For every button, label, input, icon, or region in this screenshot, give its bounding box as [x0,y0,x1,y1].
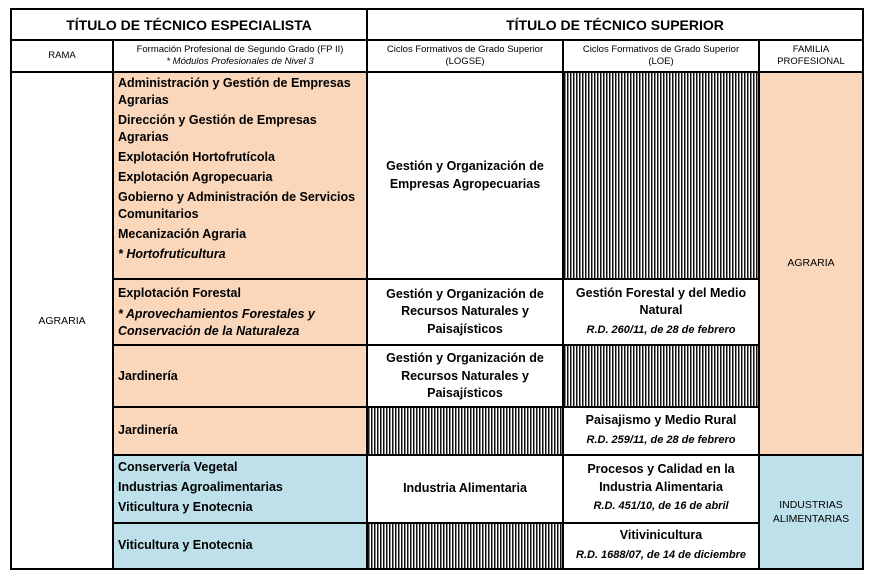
header-tecnico-superior: TÍTULO DE TÉCNICO SUPERIOR [367,9,863,40]
header-tecnico-especialista: TÍTULO DE TÉCNICO ESPECIALISTA [11,9,367,40]
logse-empty-hatched-row4 [367,407,563,454]
loe-decree: R.D. 1688/07, de 14 de diciembre [576,548,746,561]
fp2-module-item: * Aprovechamientos Forestales y Conservación de la Naturaleza [118,306,315,338]
subheader-logse-title: Ciclos Formativos de Grado Superior [386,44,544,56]
fp2-item: Viticultura y Enotecnia [118,499,253,514]
subheader-loe-title: Ciclos Formativos de Grado Superior [582,44,740,56]
subheader-loe [563,40,759,72]
loe-decree: R.D. 259/11, de 28 de febrero [586,433,736,446]
fp2-cell-row4 [113,407,367,454]
subheader-loe-law: (LOE) [648,56,674,68]
fp2-item: Explotación Agropecuaria [118,170,273,185]
fp2-cell-row3 [113,345,367,407]
fp2-item: Administración y Gestión de Empresas Agrarias [118,76,351,108]
subheader-fp2 [113,40,367,72]
logse-cell-row2: Gestión y Organización de Recursos Naturales y Paisajísticos [367,279,563,345]
fp2-item: Jardinería [118,368,178,383]
rama-agraria: AGRARIA [11,72,113,569]
fp2-item: Industrias Agroalimentarias [118,479,283,494]
loe-cell-row4 [563,407,759,454]
familia-agraria: AGRARIA [759,72,863,454]
fp2-cell-row1 [113,72,367,279]
fp2-item: Gobierno y Administración de Servicios Comunitarios [118,190,356,222]
fp2-item: Explotación Forestal [118,285,241,300]
familia-industrias-alimentarias [759,455,863,569]
subheader-rama: RAMA [11,40,113,72]
subheader-fp2-title: Formación Profesional de Segundo Grado (FP II) [136,44,344,56]
subheader-fp2-note: * Módulos Profesionales de Nivel 3 [166,56,314,68]
loe-cell-row5 [563,455,759,523]
subheader-logse [367,40,563,72]
loe-decree: R.D. 260/11, de 28 de febrero [586,323,736,336]
fp2-item: Mecanización Agraria [118,227,247,242]
loe-title: Gestión Forestal y del Medio Natural [575,285,747,318]
loe-empty-hatched-row3 [563,345,759,407]
fp2-cell-row6 [113,523,367,569]
logse-cell-row5: Industria Alimentaria [367,455,563,523]
familia-industrias-line2: ALIMENTARIAS [772,512,850,525]
familia-industrias-line1: INDUSTRIAS [779,498,843,511]
loe-empty-hatched-row1 [563,72,759,279]
fp2-cell-row2 [113,279,367,345]
equivalence-table [10,8,864,570]
subheader-familia-line1: FAMILIA [792,44,830,56]
fp2-module-item: * Hortofruticultura [118,247,226,262]
loe-title: Paisajismo y Medio Rural [585,413,737,428]
loe-title: Procesos y Calidad en la Industria Alimentaria [587,462,735,494]
fp2-item: Explotación Hortofrutícola [118,150,275,165]
loe-cell-row6 [563,523,759,569]
loe-decree: R.D. 451/10, de 16 de abril [593,500,729,513]
loe-title: Vitivinicultura [619,528,703,543]
fp2-item: Conservería Vegetal [118,459,238,474]
subheader-familia [759,40,863,72]
fp2-item: Dirección y Gestión de Empresas Agrarias [118,113,317,145]
logse-cell-row1: Gestión y Organización de Empresas Agropecuarias [367,72,563,279]
subheader-familia-line2: PROFESIONAL [777,56,845,68]
loe-cell-row2 [563,279,759,345]
fp2-cell-row5 [113,455,367,523]
fp2-item: Viticultura y Enotecnia [118,538,253,553]
logse-cell-row3: Gestión y Organización de Recursos Naturales y Paisajísticos [367,345,563,407]
subheader-logse-law: (LOGSE) [445,56,485,68]
fp2-item: Jardinería [118,423,178,438]
logse-empty-hatched-row6 [367,523,563,569]
